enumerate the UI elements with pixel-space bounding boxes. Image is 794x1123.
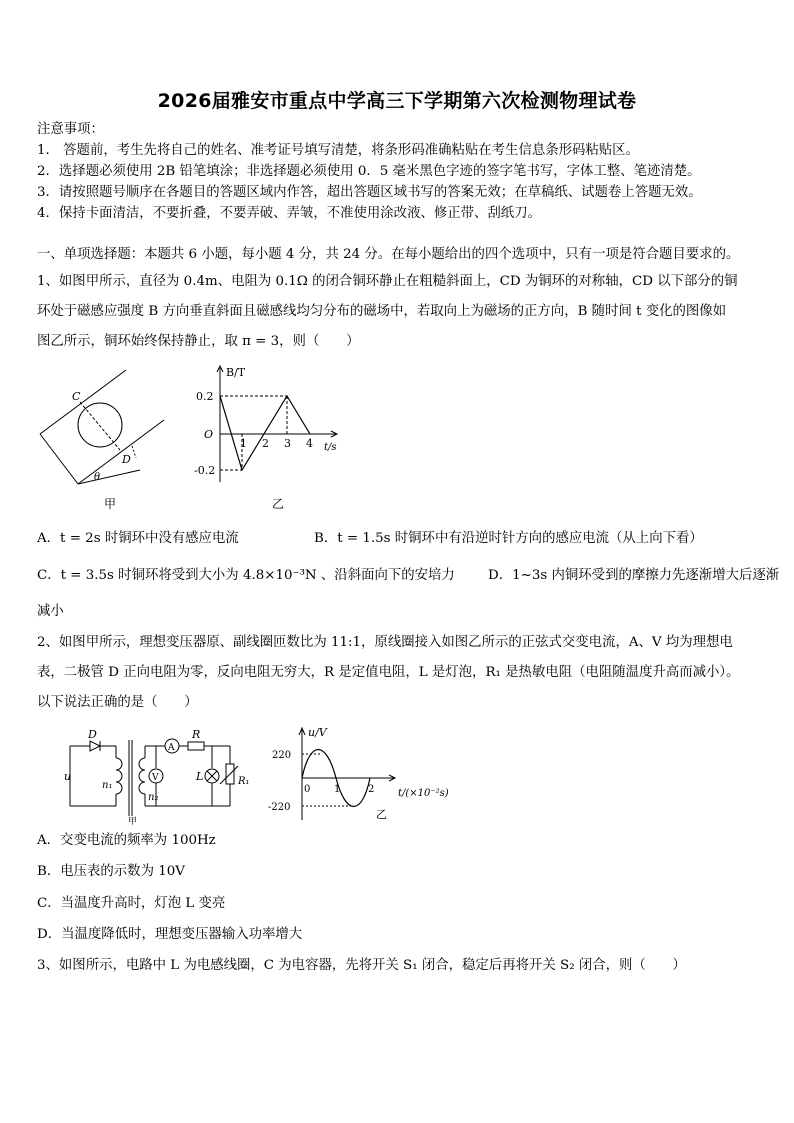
- bt-xtick-3: 3: [284, 437, 291, 450]
- q2-figure-waveform: [264, 724, 464, 824]
- caption-yi-2: 乙: [376, 808, 387, 821]
- circuit-V: V: [152, 773, 159, 783]
- bt-xtick-1: 1: [240, 437, 247, 450]
- q1-line-1: 1、如图甲所示，直径为 0.4m、电阻为 0.1Ω 的闭合铜环静止在粗糙斜面上，CD 为铜环的对称轴，CD 以下部分的铜: [37, 274, 738, 289]
- circuit-D: D: [88, 728, 97, 741]
- bt-xtick-4: 4: [306, 437, 313, 450]
- label-C: C: [72, 390, 81, 403]
- q2-line-2: 表，二极管 D 正向电阻为零，反向电阻无穷大，R 是定值电阻，L 是灯泡，R₁ 是热敏电阻（电阻随温度升高而减小）。: [37, 665, 740, 680]
- q1-figure-incline: [36, 362, 176, 512]
- q1-option-a: A．t = 2s 时铜环中没有感应电流: [37, 531, 239, 546]
- wave-x2: 2: [368, 784, 375, 795]
- q2-option-b: B．电压表的示数为 10V: [37, 864, 185, 879]
- q1-figure-bt-graph: [194, 362, 344, 512]
- bt-ytick-pos: 0.2: [196, 390, 214, 403]
- wave-ylabel: u/V: [308, 726, 327, 739]
- circuit-R1: R₁: [238, 776, 250, 787]
- bt-origin: O: [204, 428, 214, 441]
- wave-ytick-pos: 220: [272, 750, 292, 761]
- q2-line-1: 2、如图甲所示，理想变压器原、副线圈匝数比为 11:1，原线圈接入如图乙所示的正弦式交变电流，A、V 均为理想电: [37, 635, 733, 650]
- q1-option-c: C．t = 3.5s 时铜环将受到大小为 4.8×10⁻³N 、沿斜面向下的安培力: [37, 568, 455, 583]
- label-theta: θ: [94, 472, 101, 483]
- wave-x1: 1: [334, 784, 341, 795]
- caption-jia-1: 甲: [104, 497, 117, 511]
- notice-heading: 注意事项：: [37, 122, 104, 137]
- notice-item-1: 1． 答题前，考生先将自己的姓名、准考证号填写清楚，将条形码准确粘贴在考生信息条形码粘贴区。: [37, 143, 639, 158]
- circuit-L: L: [196, 770, 204, 783]
- wave-origin: 0: [304, 784, 311, 795]
- q3-line-1: 3、如图所示，电路中 L 为电感线圈，C 为电容器，先将开关 S₁ 闭合，稳定后再将开关 S₂ 闭合，则（ ）: [37, 958, 686, 973]
- caption-yi-1: 乙: [272, 497, 285, 511]
- circuit-u: u: [64, 770, 72, 783]
- circuit-R: R: [192, 728, 201, 741]
- q1-option-b: B．t = 1.5s 时铜环中有沿逆时针方向的感应电流（从上向下看）: [314, 531, 703, 546]
- wave-xlabel: t/(×10⁻²s): [398, 788, 449, 799]
- caption-jia-2: 甲: [128, 817, 138, 826]
- q2-option-c: C．当温度升高时，灯泡 L 变亮: [37, 896, 226, 911]
- q1-line-3: 图乙所示，铜环始终保持静止，取 π = 3，则（ ）: [37, 334, 360, 349]
- wave-ytick-neg: -220: [268, 802, 291, 813]
- q1-option-d: D．1~3s 内铜环受到的摩擦力先逐渐增大后逐渐: [488, 568, 780, 583]
- bt-ytick-neg: -0.2: [194, 464, 216, 477]
- circuit-A: A: [168, 743, 175, 753]
- q2-line-3: 以下说法正确的是（ ）: [37, 695, 198, 710]
- section-heading: 一、单项选择题：本题共 6 小题，每小题 4 分，共 24 分。在每小题给出的四个选项中，只有一项是符合题目要求的。: [37, 247, 740, 262]
- notice-item-3: 3．请按照题号顺序在各题目的答题区域内作答，超出答题区域书写的答案无效；在草稿纸、试题卷上答题无效。: [37, 185, 702, 200]
- bt-xlabel: t/s: [324, 442, 337, 453]
- circuit-n2: n₂: [148, 792, 159, 803]
- circuit-n1: n₁: [102, 780, 113, 791]
- label-D: D: [122, 453, 131, 466]
- q2-option-a: A．交变电流的频率为 100Hz: [37, 833, 216, 848]
- notice-item-4: 4．保持卡面清洁，不要折叠，不要弄破、弄皱，不准使用涂改液、修正带、刮纸刀。: [37, 206, 541, 221]
- notice-item-2: 2．选择题必须使用 2B 铅笔填涂；非选择题必须使用 0．5 毫米黑色字迹的签字笔书写，字体工整、笔迹清楚。: [37, 164, 701, 179]
- q1-option-d-cont: 减小: [37, 604, 64, 619]
- bt-ylabel: B/T: [226, 366, 246, 379]
- bt-xtick-2: 2: [262, 437, 269, 450]
- q2-figure-circuit: [60, 728, 260, 826]
- q1-line-2: 环处于磁感应强度 B 方向垂直斜面且磁感线均匀分布的磁场中，若取向上为磁场的正方向，B 随时间 t 变化的图像如: [37, 304, 727, 319]
- q2-option-d: D．当温度降低时，理想变压器输入功率增大: [37, 927, 303, 942]
- page-title: 2026届雅安市重点中学高三下学期第六次检测物理试卷: [157, 90, 637, 112]
